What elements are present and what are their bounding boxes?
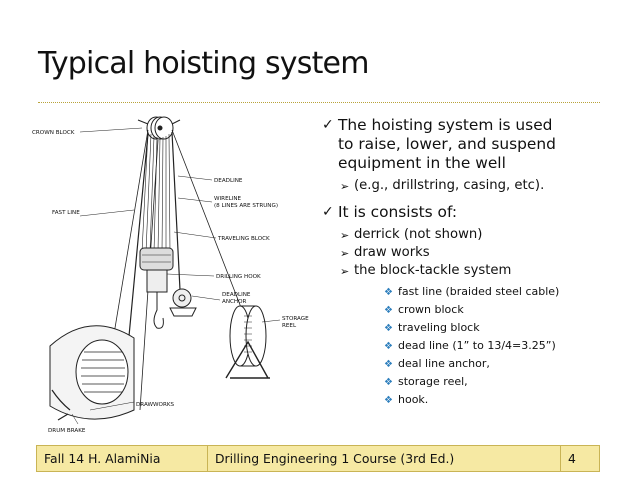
label-traveling-block: TRAVELING BLOCK [218, 236, 270, 242]
footer-author: Fall 14 H. AlamiNia [44, 451, 161, 466]
arrow-bullet-icon: ➢ [340, 229, 350, 242]
bullet-text: It is consists of: [338, 203, 458, 221]
bullet-consists-of [322, 203, 622, 222]
diamond-bullet-icon: ❖ [384, 305, 393, 316]
bullet-list [322, 116, 622, 409]
diamond-bullet-icon: ❖ [384, 377, 393, 388]
label-drilling-hook: DRILLING HOOK [216, 274, 261, 280]
arrow-bullet-icon: ➢ [340, 265, 350, 278]
sub-bullet-block-tackle [340, 262, 622, 280]
component-item [384, 355, 622, 373]
title-divider [38, 102, 600, 103]
label-crown-block: CROWN BLOCK [32, 130, 75, 136]
bullet-hoisting-purpose [322, 116, 622, 173]
label-deadline: DEADLINE [214, 178, 243, 184]
bullet-text: fast line (braided steel cable) [398, 285, 560, 298]
label-fast-line: FAST LINE [52, 210, 80, 216]
arrow-bullet-icon: ➢ [340, 180, 350, 193]
slide-title: Typical hoisting system [38, 46, 369, 81]
bullet-text: deal line anchor, [398, 357, 490, 370]
label-deadline-anchor-line2: ANCHOR [222, 299, 247, 305]
bullet-text: crown block [398, 303, 464, 316]
label-storage-reel-line2: REEL [282, 323, 297, 329]
bullet-line: equipment in the well [338, 154, 506, 172]
sub-bullet-examples [340, 177, 622, 195]
bullet-text: derrick (not shown) [354, 227, 483, 242]
diamond-bullet-icon: ❖ [384, 359, 393, 370]
label-deadline-anchor-line1: DEADLINE [222, 292, 251, 298]
sub-bullet-draw-works [340, 244, 622, 262]
bullet-text: storage reel, [398, 375, 468, 388]
diamond-bullet-icon: ❖ [384, 323, 393, 334]
bullet-text: the block-tackle system [354, 263, 512, 278]
bullet-text: traveling block [398, 321, 480, 334]
label-storage-reel-line1: STORAGE [282, 316, 309, 322]
arrow-bullet-icon: ➢ [340, 247, 350, 260]
component-item [384, 319, 622, 337]
checkmark-icon: ✓ [322, 117, 334, 133]
component-item [384, 337, 622, 355]
hoisting-system-illustration [30, 110, 330, 440]
sub-bullet-derrick [340, 226, 622, 244]
bullet-text: hook. [398, 393, 429, 406]
bullet-line: to raise, lower, and suspend [338, 135, 556, 153]
bullet-line: The hoisting system is used [338, 116, 553, 134]
label-drum-brake: DRUM BRAKE [48, 428, 86, 434]
component-item [384, 391, 622, 409]
label-lines-strung: (8 LINES ARE STRUNG) [214, 203, 279, 209]
slide-footer [36, 445, 600, 472]
footer-page-number: 4 [560, 446, 599, 471]
checkmark-icon: ✓ [322, 204, 334, 220]
diamond-bullet-icon: ❖ [384, 341, 393, 352]
diamond-bullet-icon: ❖ [384, 395, 393, 406]
label-wireline: WIRELINE [214, 196, 242, 202]
bullet-text: (e.g., drillstring, casing, etc). [354, 178, 545, 193]
bullet-text: draw works [354, 245, 430, 260]
label-drawworks: DRAWWORKS [136, 402, 175, 408]
bullet-text: dead line (1” to 13/4=3.25”) [398, 339, 556, 352]
footer-course: Drilling Engineering 1 Course (3rd Ed.) [207, 446, 560, 471]
component-item [384, 283, 622, 301]
component-item [384, 373, 622, 391]
diamond-bullet-icon: ❖ [384, 287, 393, 298]
component-item [384, 301, 622, 319]
